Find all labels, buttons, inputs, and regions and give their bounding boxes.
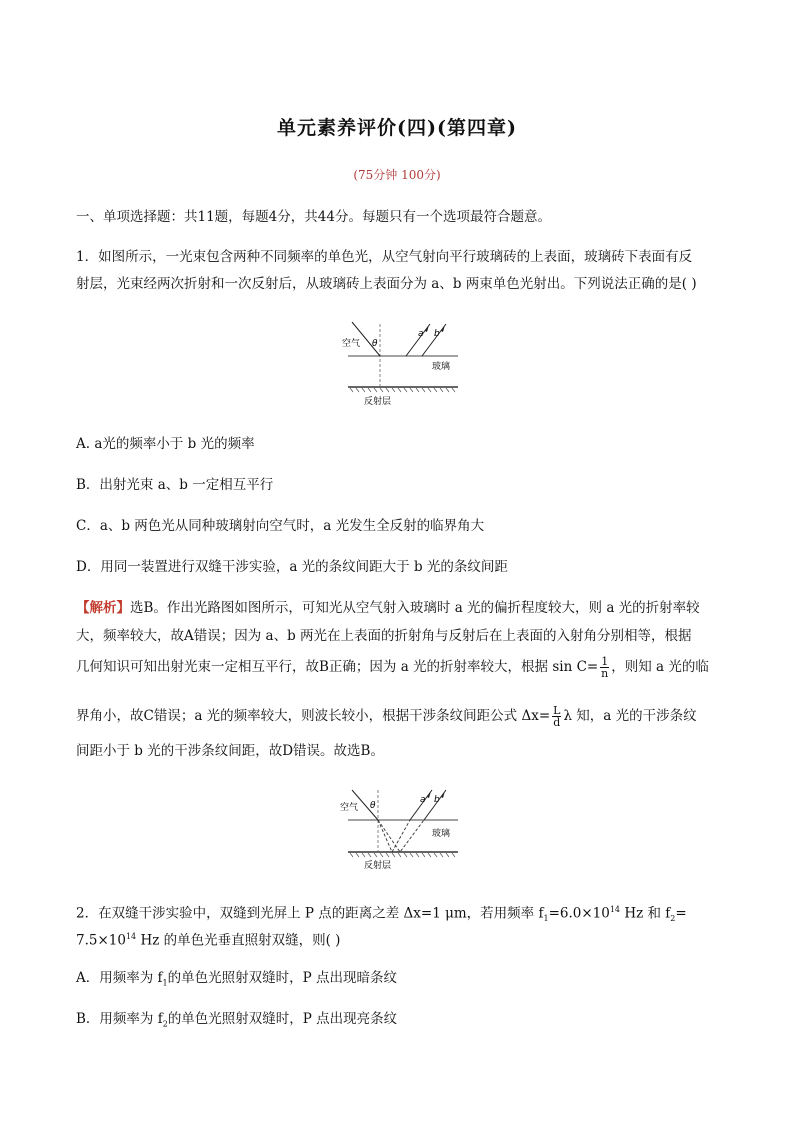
fraction-denominator: d [553, 716, 561, 729]
analysis-line1-text: 选B。作出光路图如图所示，可知光从空气射入玻璃时 a 光的偏折程度较大，则 a 光的折射率较 [130, 600, 700, 616]
q2-text: 的单色光照射双缝时，P 点出现暗条纹 [167, 970, 398, 986]
exam-duration-score: (75分钟 100分) [353, 168, 441, 182]
q1-stem-line2: 射层，光束经两次折射和一次反射后，从玻璃砖上表面分为 a、b 两束单色光射出。下列说法正确的是( ) [76, 276, 697, 292]
q2-stem-line2 [76, 926, 340, 952]
fraction-denominator: n [601, 667, 609, 680]
q2-option-b [76, 1008, 397, 1036]
analysis-line4-pre: 界角小，故C错误；a 光的频率较大，则波长较小，根据干涉条纹间距公式 Δx= [76, 708, 551, 724]
subscript: 2 [162, 1019, 168, 1029]
q2-text: Hz 的单色光垂直照射双缝，则( ) [136, 932, 341, 949]
fraction-1-over-n [600, 656, 609, 679]
analysis-figure [330, 784, 470, 876]
q2-text: 2．在双缝干涉实验中，双缝到光屏上 P 点的距离之差 Δx=1 μm，若用频率 f [76, 905, 544, 922]
superscript: 14 [609, 905, 621, 914]
q1-stem-line1: 1．如图所示，一光束包含两种不同频率的单色光，从空气射向平行玻璃砖的上表面，玻璃砖下表面有反 [76, 249, 693, 265]
analysis-line4 [76, 705, 697, 728]
q2-text: B．用频率为 f [76, 1011, 163, 1027]
label-reflective-layer: 反射层 [364, 397, 392, 407]
label-glass: 玻璃 [432, 829, 451, 839]
label-b: b [434, 795, 440, 805]
arrow-b [441, 791, 445, 798]
q1-option-d: D．用同一装置进行双缝干涉实验，a 光的条纹间距大于 b 光的条纹间距 [76, 559, 508, 575]
subscript: 1 [543, 914, 549, 924]
analysis-line2: 大，频率较大，故A错误；因为 a、b 两光在上表面的折射角与反射后在上表面的入射角分别相等，根据 [76, 628, 692, 644]
q1-option-a: A. a光的频率小于 b 光的频率 [76, 436, 255, 452]
superscript: 14 [125, 932, 137, 941]
subscript: 1 [162, 978, 168, 988]
label-a: a [418, 329, 424, 339]
label-a: a [420, 795, 426, 805]
label-air: 空气 [340, 803, 359, 813]
analysis-tag: 【解析】 [76, 600, 130, 616]
arrow-b [441, 325, 445, 332]
page-title: 单元素养评价(四)(第四章) [277, 117, 517, 139]
label-b: b [434, 329, 440, 339]
q2-text: = [675, 905, 687, 922]
fraction-numerator: L [553, 704, 561, 717]
q2-option-a [76, 967, 397, 995]
section-heading: 一、单项选择题：共11题，每题4分，共44分。每题只有一个选项最符合题意。 [76, 209, 551, 225]
reflective-layer-hatching [350, 853, 455, 857]
analysis-line5: 间距小于 b 光的干涉条纹间距，故D错误。故选B。 [76, 743, 384, 759]
q1-option-b: B．出射光束 a、b 一定相互平行 [76, 477, 274, 493]
reflective-layer-hatching [350, 388, 455, 392]
label-theta: θ [372, 339, 378, 349]
q2-text: =6.0×10 [548, 905, 610, 922]
analysis-line3 [76, 656, 709, 679]
analysis-line3-pre: 几何知识可知出射光束一定相互平行，故B正确；因为 a 光的折射率较大，根据 sin C= [76, 659, 599, 675]
q2-text: A．用频率为 f [76, 970, 163, 986]
label-glass: 玻璃 [432, 362, 451, 372]
q2-text: 7.5×10 [76, 932, 126, 949]
analysis-line4-post: λ 知，a 光的干涉条纹 [563, 708, 697, 724]
q1-option-c: C．a、b 两色光从同种玻璃射向空气时，a 光发生全反射的临界角大 [76, 518, 485, 534]
fraction-l-over-d [552, 705, 561, 728]
label-reflective-layer: 反射层 [364, 861, 392, 871]
arrow-a [427, 791, 431, 798]
analysis-line1 [76, 597, 700, 619]
refracted-path-a [378, 820, 410, 852]
label-theta: θ [370, 801, 376, 811]
label-air: 空气 [342, 339, 361, 349]
q2-text: Hz 和 f [620, 905, 671, 922]
q2-text: 的单色光照射双缝时，P 点出现亮条纹 [167, 1011, 398, 1027]
analysis-line3-post: ，则知 a 光的临 [611, 659, 709, 675]
q1-figure [330, 316, 470, 408]
fraction-numerator: 1 [601, 655, 609, 668]
arrow-a [425, 325, 429, 332]
subscript: 2 [670, 914, 676, 924]
